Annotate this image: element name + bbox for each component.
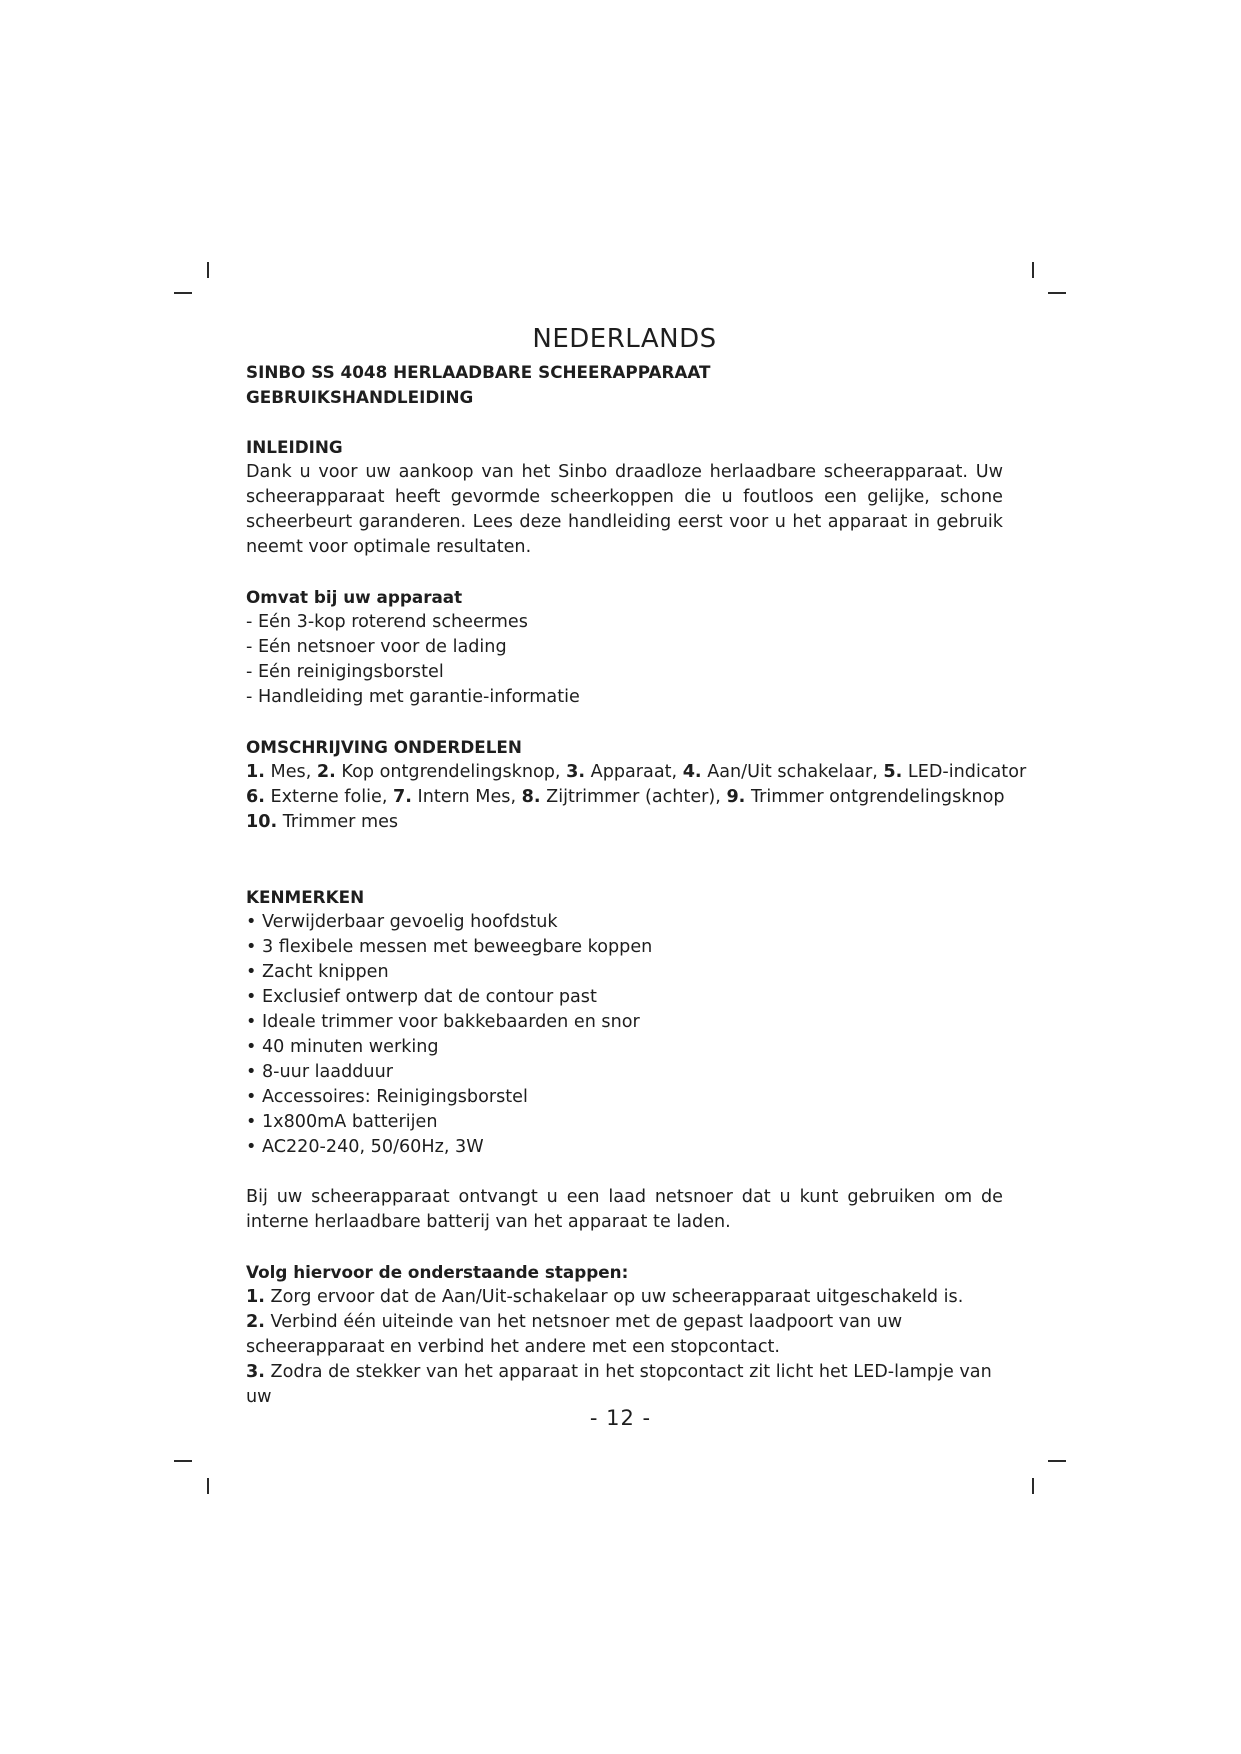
contents-item: - Eén 3-kop roterend scheermes xyxy=(246,612,528,632)
step-text: Zorg ervoor dat de Aan/Uit-schakelaar op uw scheerapparaat uitgeschakeld is. xyxy=(264,1287,964,1307)
contents-heading: Omvat bij uw apparaat xyxy=(246,587,463,607)
feature-item: • Zacht knippen xyxy=(246,962,389,982)
part-label: Apparaat, xyxy=(585,762,683,782)
intro-section xyxy=(246,435,1003,560)
parts-line xyxy=(246,785,1003,810)
part-number: 8. xyxy=(521,787,541,807)
feature-item: • Ideale trimmer voor bakkebaarden en snor xyxy=(246,1012,640,1032)
part-label: Mes, xyxy=(264,762,317,782)
features-section xyxy=(246,885,1003,1160)
part-label: Aan/Uit schakelaar, xyxy=(701,762,884,782)
steps-heading: Volg hiervoor de onderstaande stappen: xyxy=(246,1262,629,1282)
contents-item: - Eén netsnoer voor de lading xyxy=(246,637,507,657)
step-number: 3. xyxy=(246,1362,265,1382)
feature-item: • AC220-240, 50/60Hz, 3W xyxy=(246,1137,484,1157)
part-number: 5. xyxy=(883,762,903,782)
features-heading: KENMERKEN xyxy=(246,887,365,907)
step-item xyxy=(246,1310,1003,1360)
steps-section xyxy=(246,1260,1003,1410)
feature-item: • 3 flexibele messen met beweegbare koppen xyxy=(246,937,653,957)
part-label: Trimmer mes xyxy=(277,812,399,832)
contents-list xyxy=(246,610,1003,710)
crop-mark-top-right-horizontal xyxy=(1048,292,1066,294)
part-label: LED-indicator xyxy=(902,762,1027,782)
part-number: 1. xyxy=(246,762,265,782)
parts-line xyxy=(246,760,1027,785)
part-number: 2. xyxy=(316,762,336,782)
part-number: 3. xyxy=(566,762,586,782)
part-label: Intern Mes, xyxy=(411,787,522,807)
document-title xyxy=(246,360,1003,410)
contents-item: - Eén reinigingsborstel xyxy=(246,662,444,682)
feature-item: • Verwijderbaar gevoelig hoofdstuk xyxy=(246,912,558,932)
steps-list xyxy=(246,1285,1003,1410)
part-label: Externe folie, xyxy=(264,787,394,807)
charging-paragraph: Bij uw scheerapparaat ontvangt u een laad netsnoer dat u kunt gebruiken om de interne herlaadbare batterij van het apparaat te laden. xyxy=(246,1187,1003,1232)
part-label: Trimmer ontgrendelingsknop xyxy=(745,787,1005,807)
step-number: 2. xyxy=(246,1312,265,1332)
step-item xyxy=(246,1285,1003,1310)
feature-item: • Accessoires: Reinigingsborstel xyxy=(246,1087,528,1107)
feature-item: • 40 minuten werking xyxy=(246,1037,439,1057)
page-number: - 12 - xyxy=(589,1406,652,1430)
crop-mark-top-left-vertical xyxy=(207,262,209,278)
crop-mark-bottom-right-vertical xyxy=(1032,1478,1034,1494)
part-number: 9. xyxy=(726,787,746,807)
step-number: 1. xyxy=(246,1287,265,1307)
document-title-line-2: GEBRUIKSHANDLEIDING xyxy=(246,387,474,407)
crop-mark-bottom-left-vertical xyxy=(207,1478,209,1494)
parts-heading: OMSCHRIJVING ONDERDELEN xyxy=(246,737,522,757)
page-content xyxy=(246,322,1027,1410)
part-number: 4. xyxy=(682,762,702,782)
parts-line xyxy=(246,810,1003,835)
part-number: 10. xyxy=(246,812,278,832)
intro-paragraph: Dank u voor uw aankoop van het Sinbo draadloze herlaadbare scheerapparaat. Uw scheerapparaat heeft gevormde scheerkoppen die u foutloos een gelijke, schone scheerbeurt garanderen. Lees deze handleiding eerst voor u het apparaat in gebruik neemt voor optimale resultaten. xyxy=(246,462,1003,557)
features-list xyxy=(246,910,1003,1160)
crop-mark-bottom-right-horizontal xyxy=(1048,1460,1066,1462)
feature-item: • 8-uur laadduur xyxy=(246,1062,393,1082)
parts-section xyxy=(246,735,1027,835)
part-number: 7. xyxy=(393,787,412,807)
feature-item: • 1x800mA batterijen xyxy=(246,1112,438,1132)
contents-item: - Handleiding met garantie-informatie xyxy=(246,687,580,707)
parts-list xyxy=(246,760,1027,835)
crop-mark-top-right-vertical xyxy=(1032,262,1034,278)
contents-section xyxy=(246,585,1003,710)
part-number: 6. xyxy=(246,787,265,807)
feature-item: • Exclusief ontwerp dat de contour past xyxy=(246,987,597,1007)
crop-mark-top-left-horizontal xyxy=(174,292,192,294)
part-label: Kop ontgrendelingsknop, xyxy=(335,762,567,782)
page-language-title: NEDERLANDS xyxy=(532,324,717,354)
document-title-line-1: SINBO SS 4048 HERLAADBARE SCHEERAPPARAAT xyxy=(246,362,711,382)
intro-heading: INLEIDING xyxy=(246,437,343,457)
step-item xyxy=(246,1360,1003,1410)
step-text: Verbind één uiteinde van het netsnoer met de gepast laadpoort van uw scheerapparaat en verbind het andere met een stopcontact. xyxy=(246,1312,903,1357)
part-label: Zijtrimmer (achter), xyxy=(540,787,727,807)
step-text: Zodra de stekker van het apparaat in het stopcontact zit licht het LED-lampje van uw xyxy=(246,1362,992,1407)
crop-mark-bottom-left-horizontal xyxy=(174,1460,192,1462)
